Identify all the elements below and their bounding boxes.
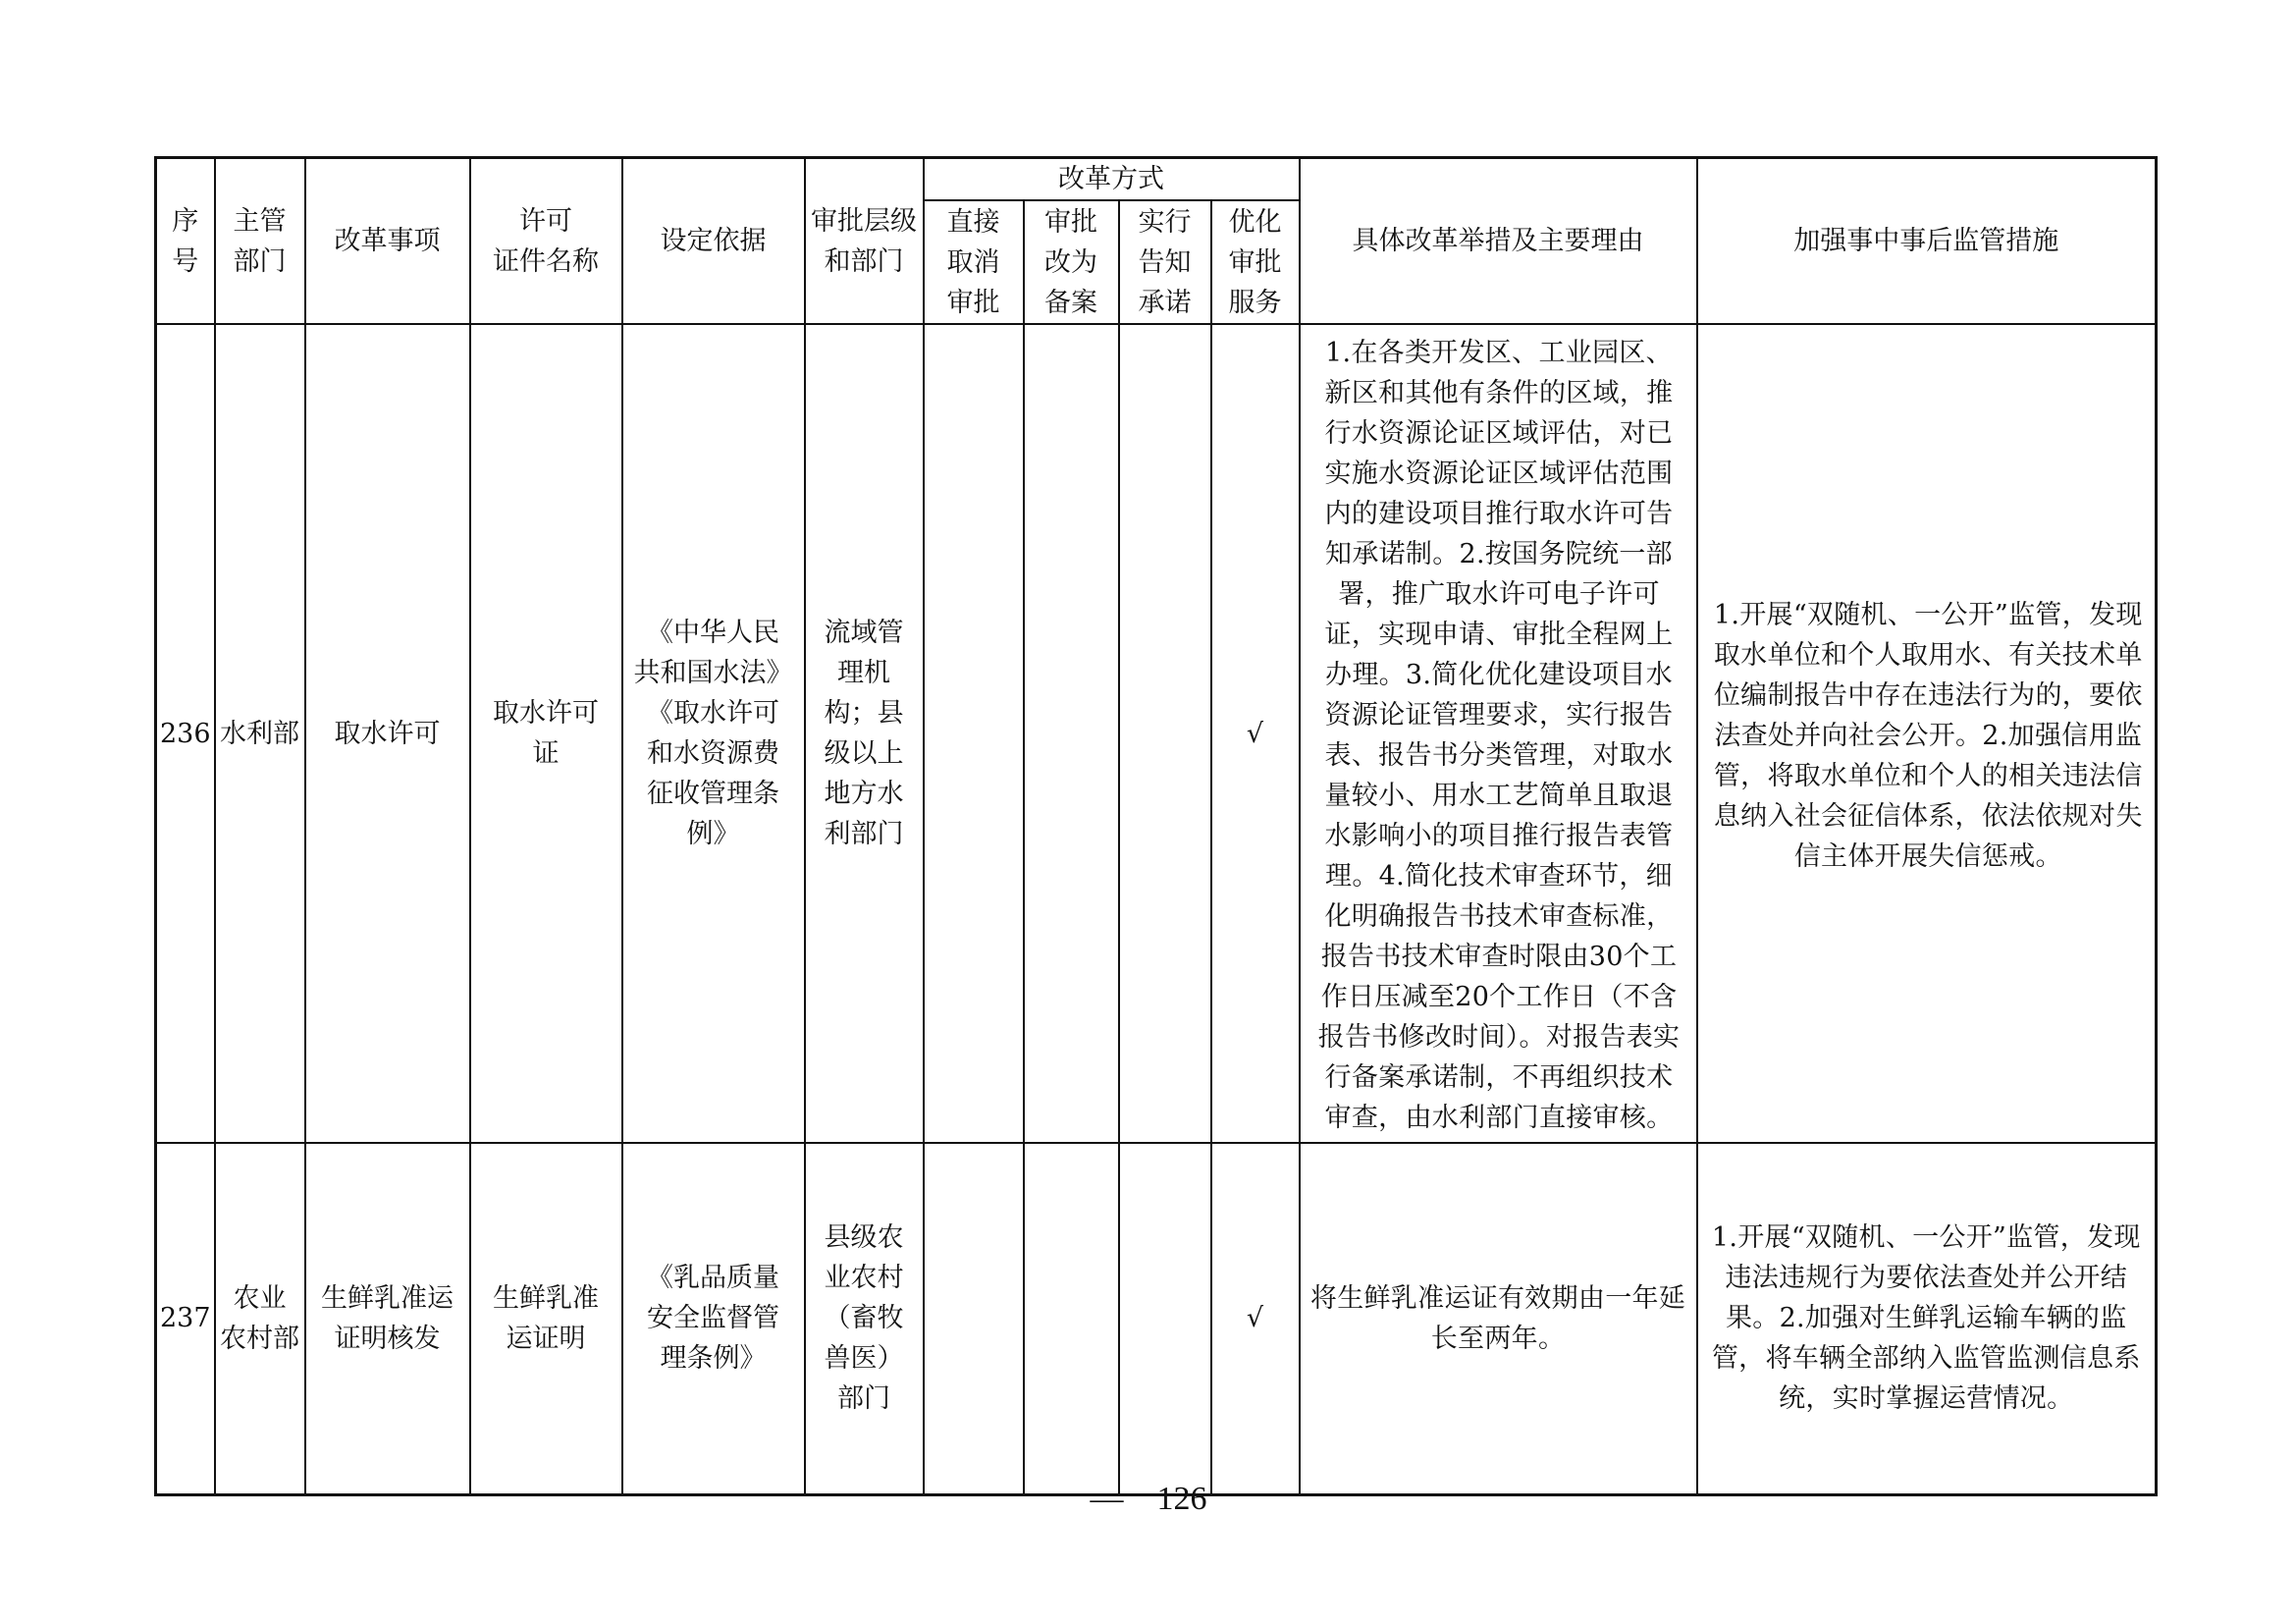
- table-row: [156, 1143, 2157, 1494]
- header-license: 许可 证件名称: [470, 158, 622, 325]
- header-dept: 主管 部门: [215, 158, 305, 325]
- cell-license: 生鲜乳准 运证明: [470, 1143, 622, 1494]
- header-method-filing: 审批 改为 备案: [1024, 200, 1119, 324]
- cell-item: 取水许可: [305, 324, 470, 1143]
- header-level: 审批层级 和部门: [805, 158, 924, 325]
- header-method-notify: 实行 告知 承诺: [1119, 200, 1211, 324]
- check-mark-icon: √: [1211, 324, 1300, 1143]
- page-number: — 126: [1090, 1481, 1207, 1517]
- cell-basis: 《乳品质量 安全监督管 理条例》: [622, 1143, 805, 1494]
- cell-supervision: 1.开展“双随机、一公开”监管，发现取水单位和个人取用水、有关技术单位编制报告中存在违法行为的，要依法查处并向社会公开。2.加强信用监管，将取水单位和个人的相关违法信息纳入社会征信体系，依法依规对失信主体开展失信惩戒。: [1697, 324, 2157, 1143]
- cell-seq: 237: [156, 1143, 215, 1494]
- cell-method-cancel: [924, 324, 1024, 1143]
- header-measures: 具体改革举措及主要理由: [1300, 158, 1697, 325]
- cell-method-filing: [1024, 1143, 1119, 1494]
- cell-item: 生鲜乳准运 证明核发: [305, 1143, 470, 1494]
- header-method-group: 改革方式: [924, 158, 1300, 201]
- header-row: [156, 158, 2157, 201]
- cell-seq: 236: [156, 324, 215, 1143]
- header-seq: 序 号: [156, 158, 215, 325]
- header-item: 改革事项: [305, 158, 470, 325]
- cell-measures: 将生鲜乳准运证有效期由一年延长至两年。: [1300, 1143, 1697, 1494]
- cell-supervision: 1.开展“双随机、一公开”监管，发现违法违规行为要依法查处并公开结果。2.加强对生鲜乳运输车辆的监管，将车辆全部纳入监管监测信息系统，实时掌握运营情况。: [1697, 1143, 2157, 1494]
- cell-method-notify: [1119, 324, 1211, 1143]
- cell-license: 取水许可 证: [470, 324, 622, 1143]
- cell-level: 流域管 理机 构；县 级以上 地方水 利部门: [805, 324, 924, 1143]
- table-row: [156, 324, 2157, 1143]
- header-basis: 设定依据: [622, 158, 805, 325]
- header-supervision: 加强事中事后监管措施: [1697, 158, 2157, 325]
- header-method-optimize: 优化 审批 服务: [1211, 200, 1300, 324]
- header-method-cancel: 直接 取消 审批: [924, 200, 1024, 324]
- cell-method-filing: [1024, 324, 1119, 1143]
- cell-measures: 1.在各类开发区、工业园区、新区和其他有条件的区域，推行水资源论证区域评估，对已实施水资源论证区域评估范围内的建设项目推行取水许可告知承诺制。2.按国务院统一部署，推广取水许可电子许可证，实现申请、审批全程网上办理。3.简化优化建设项目水资源论证管理要求，实行报告表、报告书分类管理，对取水量较小、用水工艺简单且取退水影响小的项目推行报告表管理。4.简化技术审查环节，细化明确报告书技术审查标准，报告书技术审查时限由30个工作日压减至20个工作日（不含报告书修改时间）。对报告表实行备案承诺制，不再组织技术审查，由水利部门直接审核。: [1300, 324, 1697, 1143]
- cell-dept: 农业 农村部: [215, 1143, 305, 1494]
- cell-method-cancel: [924, 1143, 1024, 1494]
- reform-table: [154, 156, 2158, 1496]
- cell-basis: 《中华人民 共和国水法》 《取水许可 和水资源费 征收管理条 例》: [622, 324, 805, 1143]
- cell-level: 县级农 业农村 （畜牧 兽医） 部门: [805, 1143, 924, 1494]
- cell-dept: 水利部: [215, 324, 305, 1143]
- cell-method-notify: [1119, 1143, 1211, 1494]
- check-mark-icon: √: [1211, 1143, 1300, 1494]
